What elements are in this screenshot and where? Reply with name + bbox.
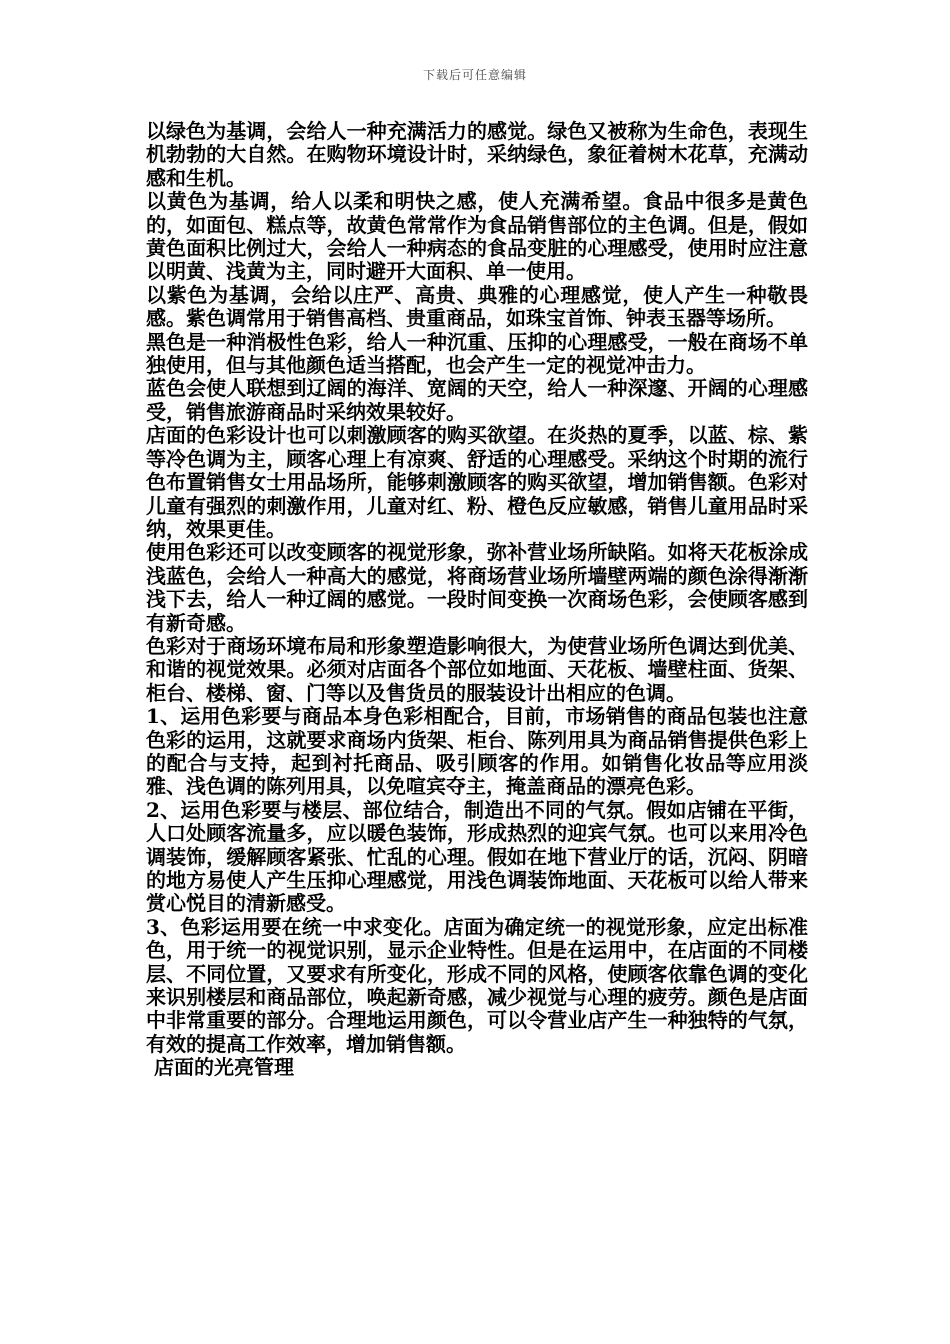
paragraph-visual-image: 使用色彩还可以改变顾客的视觉形象，弥补营业场所缺陷。如将天花板涂成浅蓝色，会给人一种高大的感觉，将商场营业场所墙壁两端的颜色涂得渐渐浅下去，给人一种辽阔的感觉。一段时间变换一次商场色彩，会使顾客感到有新奇感。 bbox=[146, 540, 808, 635]
paragraph-point-1: 1、运用色彩要与商品本身色彩相配合，目前，市场销售的商品包装也注意色彩的运用，这就要求商场内货架、柜台、陈列用具为商品销售提供色彩上的配合与支持，起到衬托商品、吸引顾客的作用。如销售化妆品等应用淡雅、浅色调的陈列用具，以免喧宾夺主，掩盖商品的漂亮色彩。 bbox=[146, 704, 808, 799]
paragraph-green: 以绿色为基调，会给人一种充满活力的感觉。绿色又被称为生命色，表现生机勃勃的大自然。在购物环境设计时，采纳绿色，象征着树木花草，充满动感和生机。 bbox=[146, 119, 808, 190]
paragraph-black: 黑色是一种消极性色彩，给人一种沉重、压抑的心理感受，一般在商场不单独使用，但与其他颜色适当搭配，也会产生一定的视觉冲击力。 bbox=[146, 329, 808, 378]
paragraph-layout: 色彩对于商场环境布局和形象塑造影响很大，为使营业场所色调达到优美、和谐的视觉效果。必须对店面各个部位如地面、天花板、墙壁柱面、货架、柜台、楼梯、窗、门等以及售货员的服装设计出相应的色调。 bbox=[146, 633, 808, 705]
paragraph-purchase-desire: 店面的色彩设计也可以刺激顾客的购买欲望。在炎热的夏季，以蓝、棕、紫等冷色调为主，顾客心理上有凉爽、舒适的心理感受。采纳这个时期的流行色布置销售女士用品场所，能够刺激顾客的购买欲望，增加销售额。色彩对儿童有强烈的刺激作用，儿童对红、粉、橙色反应敏感，销售儿童用品时采纳，效果更佳。 bbox=[146, 423, 808, 541]
paragraph-point-2: 2、运用色彩要与楼层、部位结合，制造出不同的气氛。假如店铺在平街，人口处顾客流量多，应以暖色装饰，形成热烈的迎宾气氛。也可以来用冷色调装饰，缓解顾客紧张、忙乱的心理。假如在地下营业厅的话，沉闷、阴暗的地方易使人产生压抑心理感觉，用浅色调装饰地面、天花板可以给人带来赏心悦目的清新感受。 bbox=[146, 797, 808, 916]
page-header-note: 下载后可任意编辑 bbox=[422, 68, 527, 82]
document-body bbox=[146, 120, 808, 1080]
section-heading: 店面的光亮管理 bbox=[154, 1055, 294, 1080]
paragraph-purple: 以紫色为基调，会给以庄严、高贵、典雅的心理感觉，使人产生一种敬畏感。紫色调常用于销售高档、贵重商品，如珠宝首饰、钟表玉器等场所。 bbox=[146, 282, 808, 331]
paragraph-blue: 蓝色会使人联想到辽阔的海洋、宽阔的天空，给人一种深邃、开阔的心理感受，销售旅游商品时采纳效果较好。 bbox=[146, 376, 808, 424]
paragraph-yellow: 以黄色为基调，给人以柔和明快之感，使人充满希望。食品中很多是黄色的，如面包、糕点等，故黄色常常作为食品销售部位的主色调。但是，假如黄色面积比例过大，会给人一种病态的食品变脏的心理感受，使用时应注意以明黄、浅黄为主，同时避开大面积、单一使用。 bbox=[146, 189, 808, 284]
paragraph-point-3: 3、色彩运用要在统一中求变化。店面为确定统一的视觉形象，应定出标准色，用于统一的视觉识别，显示企业特性。但是在运用中，在店面的不同楼层、不同位置，又要求有所变化，形成不同的风格，使顾客依靠色调的变化来识别楼层和商品部位，唤起新奇感，减少视觉与心理的疲劳。颜色是店面中非常重要的部分。合理地运用颜色，可以令营业店产生一种独特的气氛，有效的提高工作效率，增加销售额。 bbox=[146, 914, 808, 1056]
